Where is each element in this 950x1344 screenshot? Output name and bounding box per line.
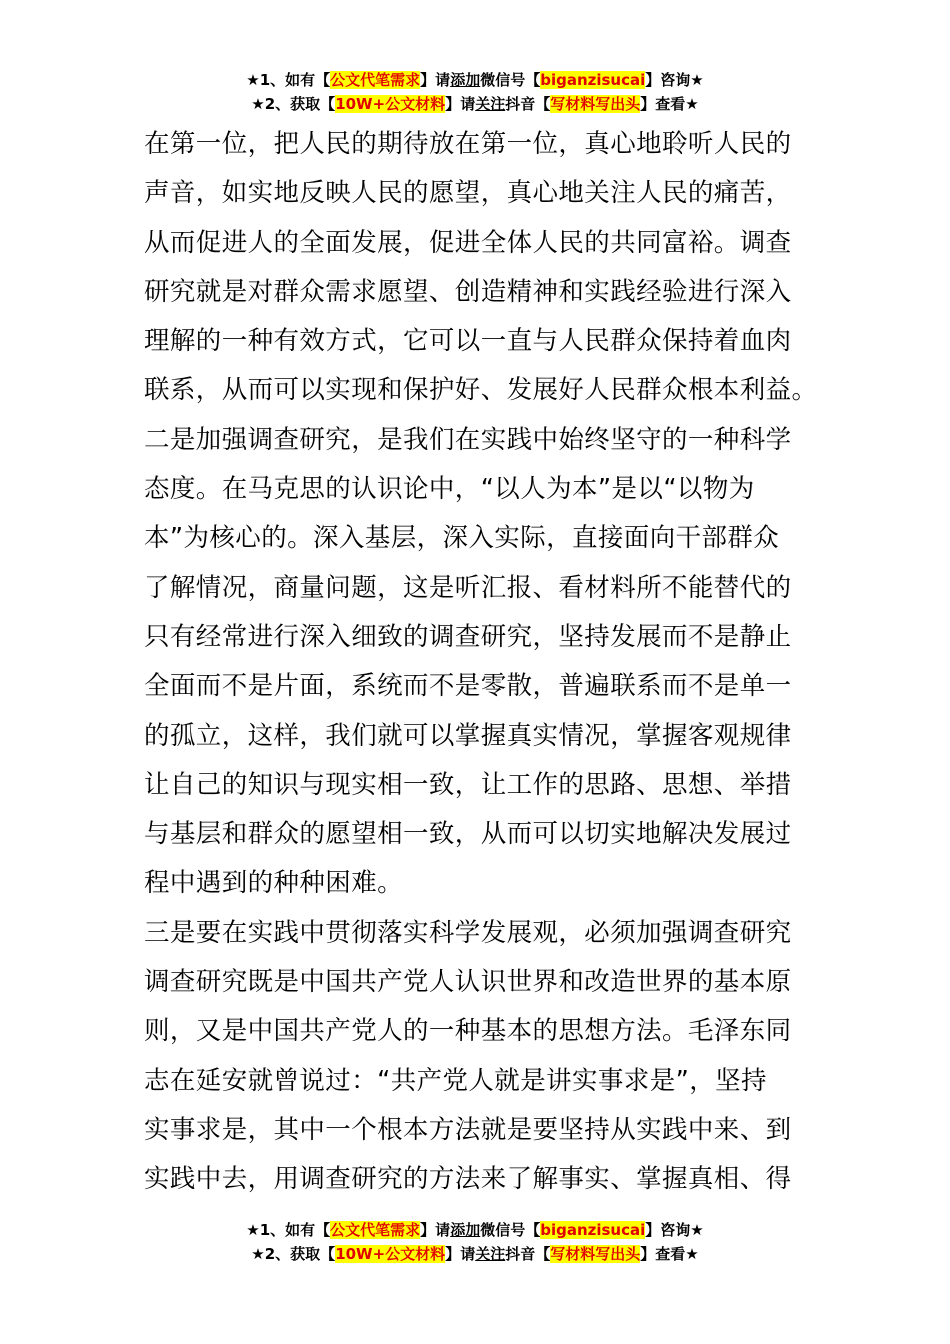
banner-text: 抖音【 [505, 95, 551, 113]
banner-line-2 [0, 1242, 950, 1266]
banner-line-2 [0, 92, 950, 116]
banner-line-1 [0, 1218, 950, 1242]
body-line: 理解的一种有效方式，它可以一直与人民群众保持着血肉 [144, 326, 792, 357]
body-line: 让自己的知识与现实相一致，让工作的思路、思想、举措 [144, 769, 792, 800]
highlight-materials: 10W+公文材料 [335, 95, 446, 113]
body-line: 态度。在马克思的认识论中，“以人为本”是以“以物为 [144, 474, 755, 505]
banner-text: 微信号【 [480, 1221, 541, 1239]
document-body [144, 120, 818, 1205]
body-line: 程中遇到的种种困难。 [144, 868, 404, 899]
body-line: 从而促进人的全面发展，促进全体人民的共同富裕。调查 [144, 227, 792, 258]
body-line: 了解情况，商量问题，这是听汇报、看材料所不能替代的 [144, 572, 792, 603]
body-line: 则，又是中国共产党人的一种基本的思想方法。毛泽东同 [144, 1016, 792, 1047]
banner-text: 】查看★ [640, 95, 699, 113]
body-line: 三是要在实践中贯彻落实科学发展观，必须加强调查研究 [144, 917, 792, 948]
banner-text: 】咨询★ [645, 71, 704, 89]
banner-text: ★2、获取【 [251, 1245, 336, 1263]
body-line: 实践中去，用调查研究的方法来了解事实、掌握真相、得 [144, 1164, 792, 1195]
banner-text: 】查看★ [640, 1245, 699, 1263]
highlight-service: 公文代笔需求 [330, 1221, 421, 1239]
body-line: 声音，如实地反映人民的愿望，真心地关注人民的痛苦， [144, 178, 792, 209]
underlined-text: 添加 [450, 1221, 481, 1239]
banner-text: 】咨询★ [645, 1221, 704, 1239]
body-line: 在第一位，把人民的期待放在第一位，真心地聆听人民的 [144, 129, 792, 159]
banner-text: 】请 [420, 1221, 451, 1239]
body-line: 实事求是，其中一个根本方法就是要坚持从实践中来、到 [144, 1114, 792, 1145]
underlined-text: 添加 [450, 71, 481, 89]
banner-text: 】请 [445, 1245, 476, 1263]
highlight-wechat-id: biganzisucai [540, 1221, 646, 1239]
underlined-text: 关注 [475, 1245, 506, 1263]
body-line: 本”为核心的。深入基层，深入实际，直接面向干部群众 [144, 523, 780, 554]
body-line: 研究就是对群众需求愿望、创造精神和实践经验进行深入 [144, 276, 792, 307]
body-line: 联系，从而可以实现和保护好、发展好人民群众根本利益。 [144, 375, 818, 406]
body-line: 只有经常进行深入细致的调查研究，坚持发展而不是静止 [144, 621, 792, 652]
highlight-materials: 10W+公文材料 [335, 1245, 446, 1263]
banner-line-1 [0, 68, 950, 92]
footer-banner [0, 1218, 950, 1266]
banner-text: 抖音【 [505, 1245, 551, 1263]
body-line: 全面而不是片面，系统而不是零散，普遍联系而不是单一 [144, 671, 792, 702]
underlined-text: 关注 [475, 95, 506, 113]
banner-text: 】请 [420, 71, 451, 89]
body-line: 调查研究既是中国共产党人认识世界和改造世界的基本原 [144, 967, 792, 998]
highlight-douyin-id: 写材料写出头 [550, 95, 641, 113]
banner-text: ★2、获取【 [251, 95, 336, 113]
highlight-service: 公文代笔需求 [330, 71, 421, 89]
highlight-douyin-id: 写材料写出头 [550, 1245, 641, 1263]
banner-text: 】请 [445, 95, 476, 113]
body-line: 二是加强调查研究，是我们在实践中始终坚守的一种科学 [144, 424, 792, 455]
banner-text: ★1、如有【 [246, 71, 331, 89]
banner-text: ★1、如有【 [246, 1221, 331, 1239]
highlight-wechat-id: biganzisucai [540, 71, 646, 89]
body-line: 志在延安就曾说过：“共产党人就是讲实事求是”，坚持 [144, 1065, 767, 1096]
banner-text: 微信号【 [480, 71, 541, 89]
header-banner [0, 68, 950, 116]
body-line: 的孤立，这样，我们就可以掌握真实情况，掌握客观规律 [144, 720, 792, 751]
body-line: 与基层和群众的愿望相一致，从而可以切实地解决发展过 [144, 819, 792, 850]
